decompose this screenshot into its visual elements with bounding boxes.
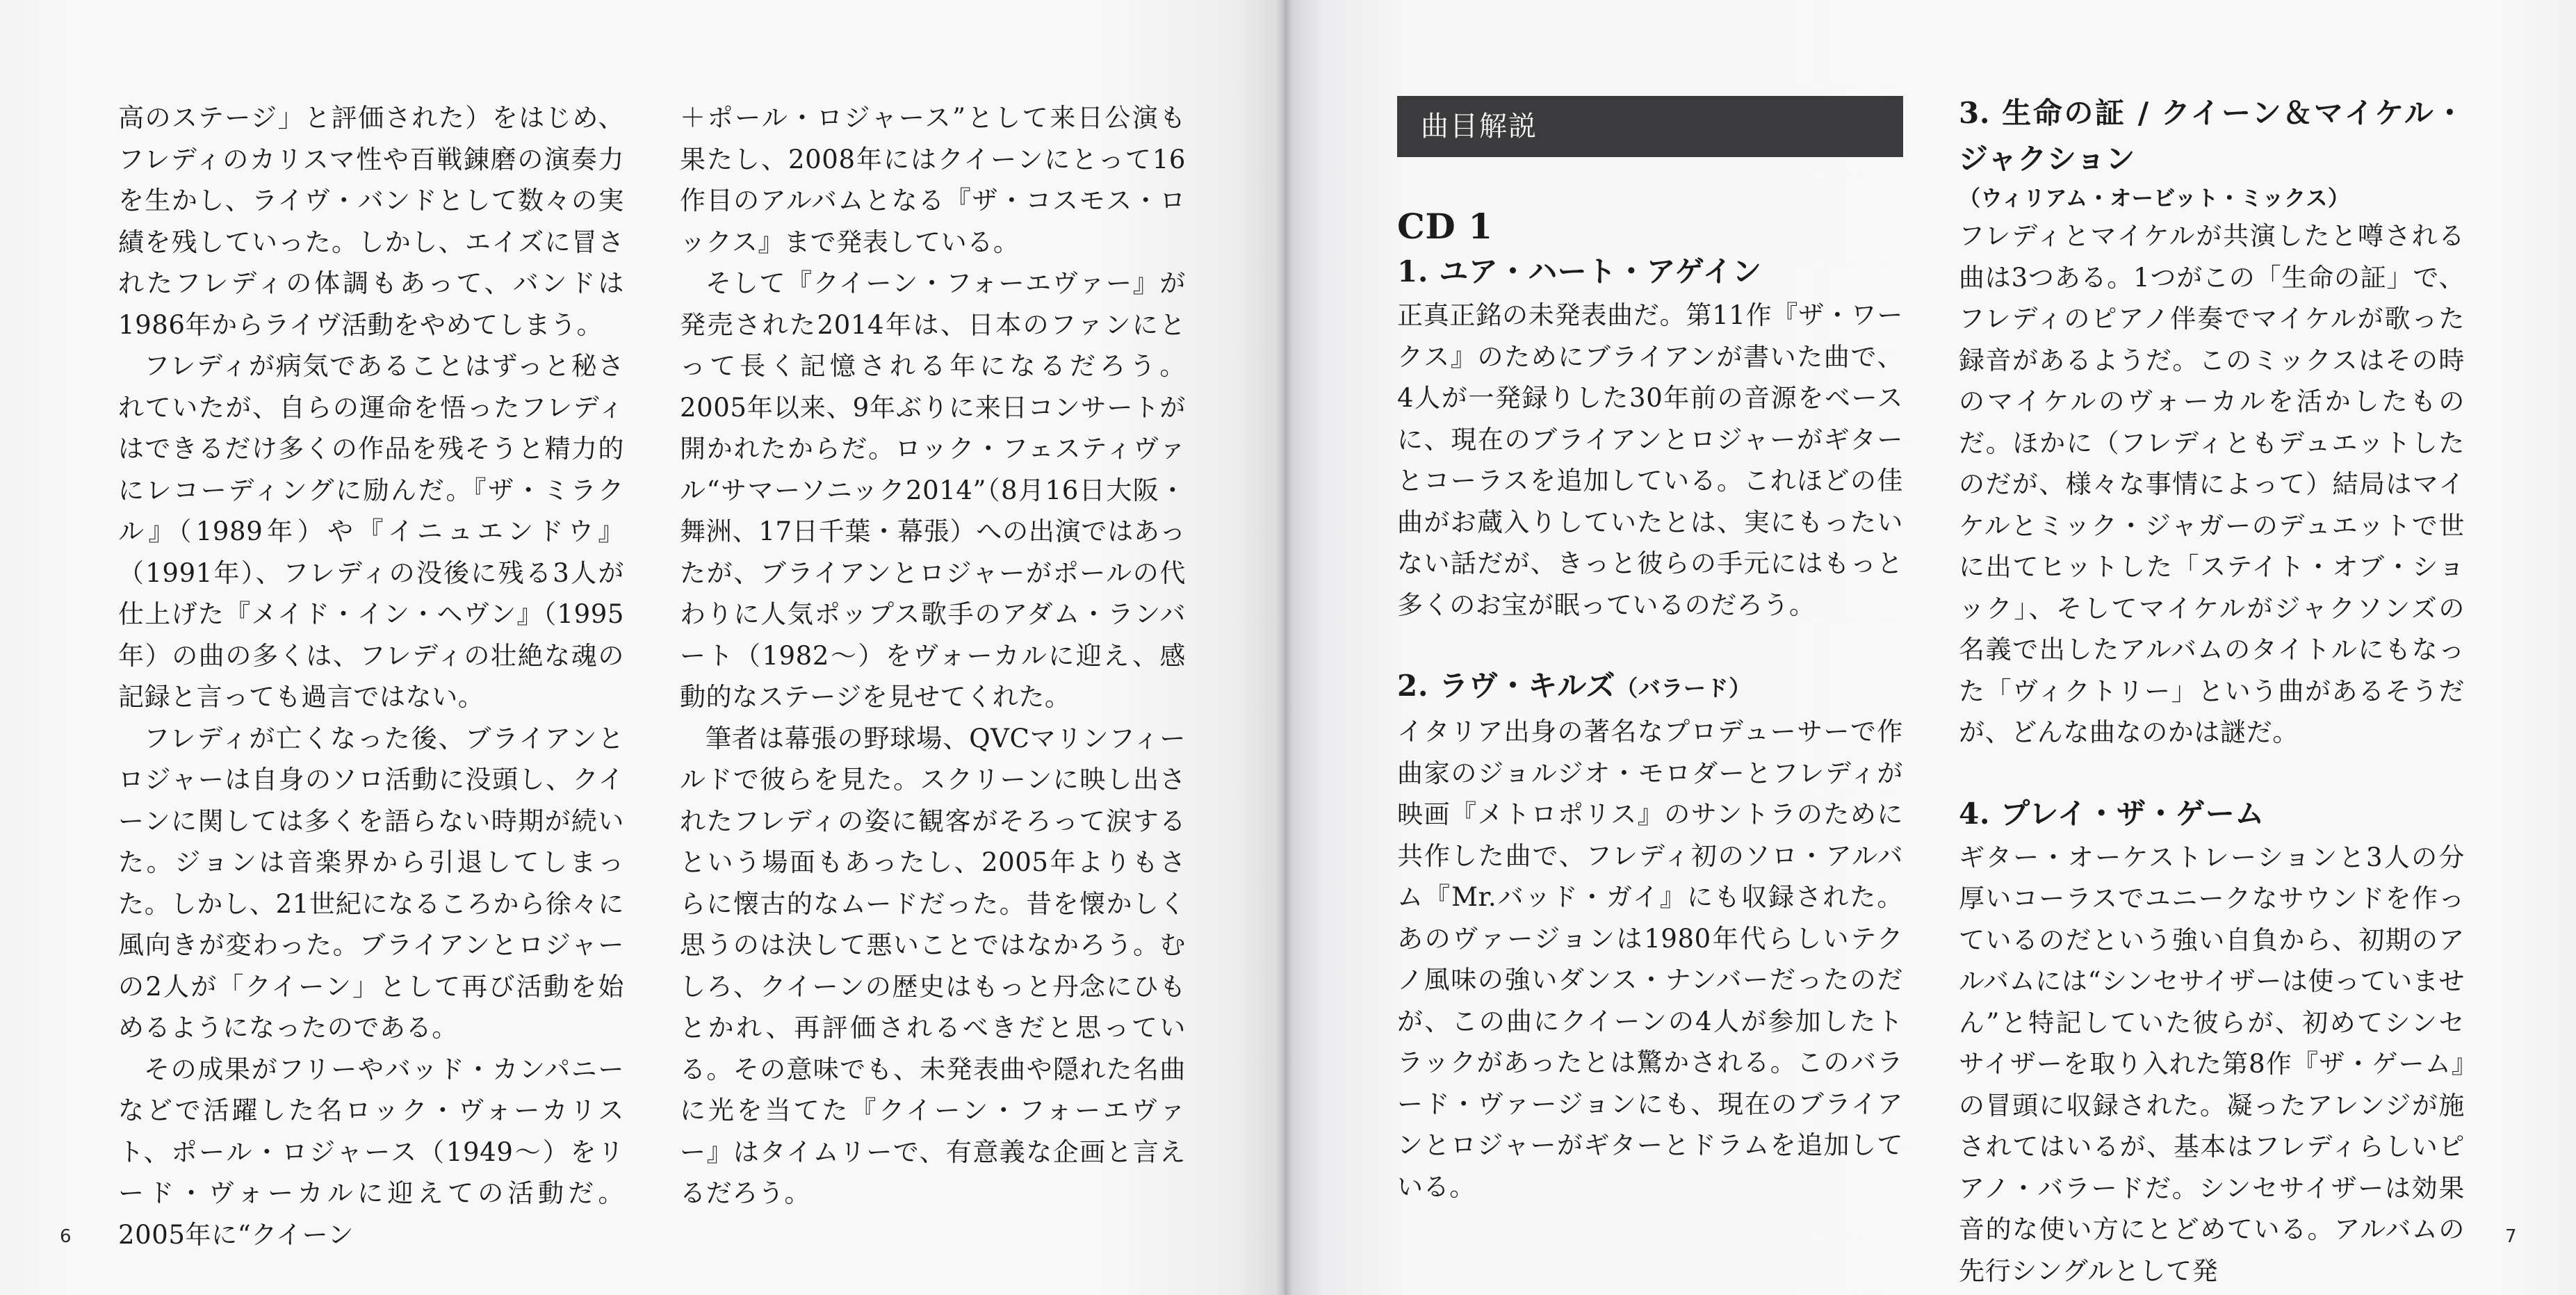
right-page-column-1: [1397, 96, 1903, 1202]
paragraph: 筆者は幕張の野球場、QVCマリンフィールドで彼らを見た。スクリーンに映し出されたフレディの姿に観客がそろって涙するという場面もあったし、2005年よりもさらに懐古的なムードだった。昔を懐かしく思うのは決して悪いことではなかろう。むしろ、クイーンの歴史はもっと丹念にひもとかれ、再評価されるべきだと思っている。その意味でも、未発表曲や隠れた名曲に光を当てた『クイーン・フォーエヴァー』はタイムリーで、有意義な企画と言えるだろう。: [680, 723, 1186, 1208]
track-title: [1959, 791, 2465, 837]
cd-label: CD 1: [1397, 206, 1493, 247]
track-title: [1959, 90, 2465, 182]
track-description: イタリア出身の著名なプロデューサーで作曲家のジョルジオ・モロダーとフレディが映画『メトロポリス』のサントラのために共作した曲で、フレディ初のソロ・アルバム『Mr.バッド・ガイ』にも収録された。あのヴァージョンは1980年代らしいテクノ風味の強いダンス・ナンバーだったのだが、この曲にクイーンの4人が参加したトラックがあったとは驚かされる。このバラード・ヴァージョンにも、現在のブライアンとロジャーがギターとドラムを追加している。: [1397, 717, 1903, 1202]
track-title-text: 2. ラヴ・キルズ: [1397, 669, 1616, 703]
right-page-column-2: [1959, 90, 2465, 1286]
paragraph: フレディが亡くなった後、ブライアンとロジャーは自身のソロ活動に没頭し、クイーンに関しては多くを語らない時期が続いた。ジョンは音楽界から引退してしまった。しかし、21世紀になるころから徐々に風向きが変わった。ブライアンとロジャーの2人が「クイーン」として再び活動を始めるようになったのである。: [118, 723, 624, 1043]
book-gutter: [1276, 0, 1293, 1295]
left-page: [0, 0, 1285, 1295]
track-title-suffix: （バラード）: [1615, 675, 1752, 701]
track-subtitle: （ウィリアム・オービット・ミックス）: [1959, 186, 2350, 211]
track-title: [1397, 663, 1903, 711]
track-title: [1397, 249, 1903, 295]
track-title-text: 1. ユア・ハート・アゲイン: [1397, 254, 1762, 288]
section-title: 曲目解説: [1397, 96, 1903, 157]
left-page-column-2: [680, 97, 1186, 1208]
spacer: [1959, 754, 2465, 791]
track-description: フレディとマイケルが共演したと噂される曲は3つある。1つがこの「生命の証」で、フレディのピアノ伴奏でマイケルが歌った録音があるようだ。このミックスはその時のマイケルのヴォーカルを活かしたものだ。ほかに（フレディともデュエットしたのだが、様々な事情によって）結局はマイケルとミック・ジャガーのデュエットで世に出てヒットした「ステイト・オブ・ショック」、そしてマイケルがジャクソンズの名義で出したアルバムのタイトルにもなった「ヴィクトリー」という曲があるそうだが、どんな曲なのかは謎だ。: [1959, 221, 2465, 747]
paragraph: その成果がフリーやバッド・カンパニーなどで活躍した名ロック・ヴォーカリスト、ポール・ロジャース（1949～）をリード・ヴォーカルに迎えての活動だ。2005年に“クイーン: [118, 1054, 624, 1250]
spacer: [1397, 626, 1903, 663]
paragraph: ＋ポール・ロジャース”として来日公演も果たし、2008年にはクイーンにとって16作目のアルバムとなる『ザ・コスモス・ロックス』まで発表している。: [680, 103, 1186, 257]
track-title-text: 3. 生命の証 / クイーン＆マイケル・ジャクション: [1959, 96, 2465, 176]
paragraph: フレディが病気であることはずっと秘されていたが、自らの運命を悟ったフレディはできるだけ多くの作品を残そうと精力的にレコーディングに励んだ。『ザ・ミラクル』（1989年）や『イニュエンドウ』（1991年）、フレディの没後に残る3人が仕上げた『メイド・イン・ヘヴン』（1995年）の曲の多くは、フレディの壮絶な魂の記録と言っても過言ではない。: [118, 351, 624, 712]
track-description: 正真正銘の未発表曲だ。第11作『ザ・ワークス』のためにブライアンが書いた曲で、4人が一発録りした30年前の音源をベースに、現在のブライアンとロジャーがギターとコーラスを追加している。これほどの佳曲がお蔵入りしていたとは、実にもったいない話だが、きっと彼らの手元にはもっと多くのお宝が眠っているのだろう。: [1397, 300, 1903, 620]
paragraph: そして『クイーン・フォーエヴァー』が発売された2014年は、日本のファンにとって長く記憶される年になるだろう。2005年以来、9年ぶりに来日コンサートが開かれたからだ。ロック・フェスティヴァル“サマーソニック2014”（8月16日大阪・舞洲、17日千葉・幕張）への出演ではあったが、ブライアンとロジャーがポールの代わりに人気ポップス歌手のアダム・ランバート（1982～）をヴォーカルに迎え、感動的なステージを見せてくれた。: [680, 268, 1186, 712]
page-number-right: 7: [2505, 1226, 2517, 1247]
track-description: ギター・オーケストレーションと3人の分厚いコーラスでユニークなサウンドを作っているのだという強い自負から、初期のアルバムには“シンセサイザーは使っていません”と特記していた彼らが、初めてシンセサイザーを取り入れた第8作『ザ・ゲーム』の冒頭に収録された。凝ったアレンジが施されてはいるが、基本はフレディらしいピアノ・バラードだ。シンセサイザーは効果音的な使い方にとどめている。アルバムの先行シングルとして発: [1959, 842, 2465, 1286]
left-page-column-1: [118, 97, 624, 1250]
track-title-text: 4. プレイ・ザ・ゲーム: [1959, 796, 2265, 831]
paragraph: 高のステージ」と評価された）をはじめ、フレディのカリスマ性や百戦錬磨の演奏力を生かし、ライヴ・バンドとして数々の実績を残していった。しかし、エイズに冒されたフレディの体調もあって、バンドは1986年からライヴ活動をやめてしまう。: [118, 103, 624, 340]
page-number-left: 6: [60, 1226, 72, 1247]
